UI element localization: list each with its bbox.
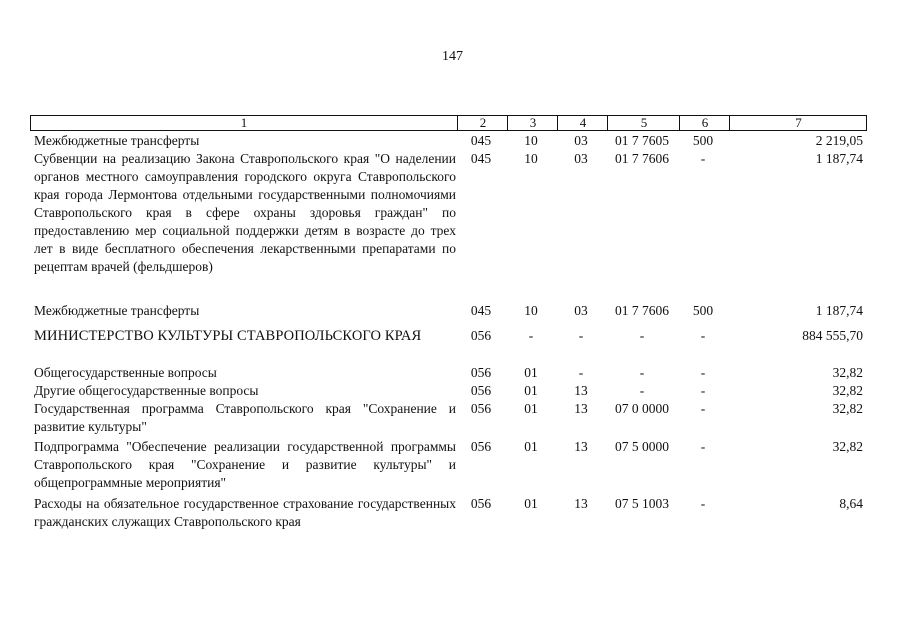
cell-col3: 10 xyxy=(524,303,538,318)
cell-col5: 01 7 7606 xyxy=(615,303,669,318)
cell-col3: 01 xyxy=(524,496,538,511)
cell-col6: - xyxy=(700,383,706,398)
cell-col3: - xyxy=(528,328,534,343)
cell-col3: 01 xyxy=(524,383,538,398)
cell-col4: - xyxy=(578,328,584,343)
cell-col7: 2 219,05 xyxy=(815,133,863,148)
row-name: Межбюджетные трансферты xyxy=(34,133,200,148)
column-header-5: 5 xyxy=(607,116,680,130)
row-name: МИНИСТЕРСТВО КУЛЬТУРЫ СТАВРОПОЛЬСКОГО КРАЯ xyxy=(34,328,422,344)
row-name: Государственная программа Ставропольского края "Сохранение и развитие культуры" xyxy=(34,401,456,434)
row-name: Другие общегосударственные вопросы xyxy=(34,383,259,398)
row-name: Общегосударственные вопросы xyxy=(34,365,217,380)
column-header-7: 7 xyxy=(729,116,867,130)
cell-col5: 01 7 7605 xyxy=(615,133,669,148)
cell-col7: 32,82 xyxy=(832,401,863,416)
cell-col5: - xyxy=(639,365,645,380)
cell-col5: - xyxy=(639,328,645,343)
cell-col3: 01 xyxy=(524,439,538,454)
cell-col2: 056 xyxy=(470,496,492,511)
cell-col4: 03 xyxy=(574,151,588,166)
cell-col5: 07 5 0000 xyxy=(615,439,669,454)
cell-col3: 01 xyxy=(524,401,538,416)
cell-col4: 13 xyxy=(574,439,588,454)
column-header-3: 3 xyxy=(507,116,558,130)
column-header-4: 4 xyxy=(557,116,608,130)
cell-col7: 884 555,70 xyxy=(802,328,863,343)
cell-col5: 01 7 7606 xyxy=(615,151,669,166)
cell-col7: 32,82 xyxy=(832,365,863,380)
cell-col2: 045 xyxy=(470,151,492,166)
cell-col4: 13 xyxy=(574,496,588,511)
cell-col4: 03 xyxy=(574,303,588,318)
cell-col5: - xyxy=(639,383,645,398)
cell-col3: 01 xyxy=(524,365,538,380)
cell-col6: - xyxy=(700,496,706,511)
cell-col2: 045 xyxy=(470,303,492,318)
cell-col2: 056 xyxy=(470,439,492,454)
table-header xyxy=(30,115,867,131)
cell-col4: - xyxy=(578,365,584,380)
row-name: Субвенции на реализацию Закона Ставропольского края "О наделении органов местного самоуправления городского округа Ставропольского края города Лермонтова отдельными государственными полномочиями Ставропольского края в сфере охраны здоровья граждан" по предоставлению мер социальной поддержки детям в возрасте до трех лет в виде бесплатного обеспечения лекарственными препаратами по рецептам врачей (фельдшеров) xyxy=(34,151,456,274)
row-name: Межбюджетные трансферты xyxy=(34,303,200,318)
page-number: 147 xyxy=(442,49,463,64)
cell-col6: - xyxy=(700,328,706,343)
cell-col6: - xyxy=(700,365,706,380)
cell-col6: - xyxy=(700,151,706,166)
cell-col3: 10 xyxy=(524,133,538,148)
row-name: Расходы на обязательное государственное страхование государственных гражданских служащих Ставропольского края xyxy=(34,496,456,529)
cell-col2: 056 xyxy=(470,328,492,343)
cell-col4: 03 xyxy=(574,133,588,148)
cell-col2: 056 xyxy=(470,383,492,398)
cell-col5: 07 0 0000 xyxy=(615,401,669,416)
cell-col2: 045 xyxy=(470,133,492,148)
cell-col5: 07 5 1003 xyxy=(615,496,669,511)
cell-col2: 056 xyxy=(470,401,492,416)
column-header-2: 2 xyxy=(457,116,508,130)
cell-col6: - xyxy=(700,439,706,454)
cell-col6: 500 xyxy=(692,303,714,318)
cell-col7: 32,82 xyxy=(832,383,863,398)
cell-col3: 10 xyxy=(524,151,538,166)
cell-col4: 13 xyxy=(574,401,588,416)
row-name: Подпрограмма "Обеспечение реализации государственной программы Ставропольского края "Сохранение и развитие культуры" и общепрограммные мероприятия" xyxy=(34,439,456,490)
cell-col4: 13 xyxy=(574,383,588,398)
cell-col7: 1 187,74 xyxy=(815,151,863,166)
cell-col7: 8,64 xyxy=(839,496,863,511)
cell-col6: 500 xyxy=(692,133,714,148)
cell-col6: - xyxy=(700,401,706,416)
column-header-1: 1 xyxy=(240,115,248,130)
cell-col7: 1 187,74 xyxy=(815,303,863,318)
cell-col2: 056 xyxy=(470,365,492,380)
cell-col7: 32,82 xyxy=(832,439,863,454)
column-header-6: 6 xyxy=(679,116,730,130)
